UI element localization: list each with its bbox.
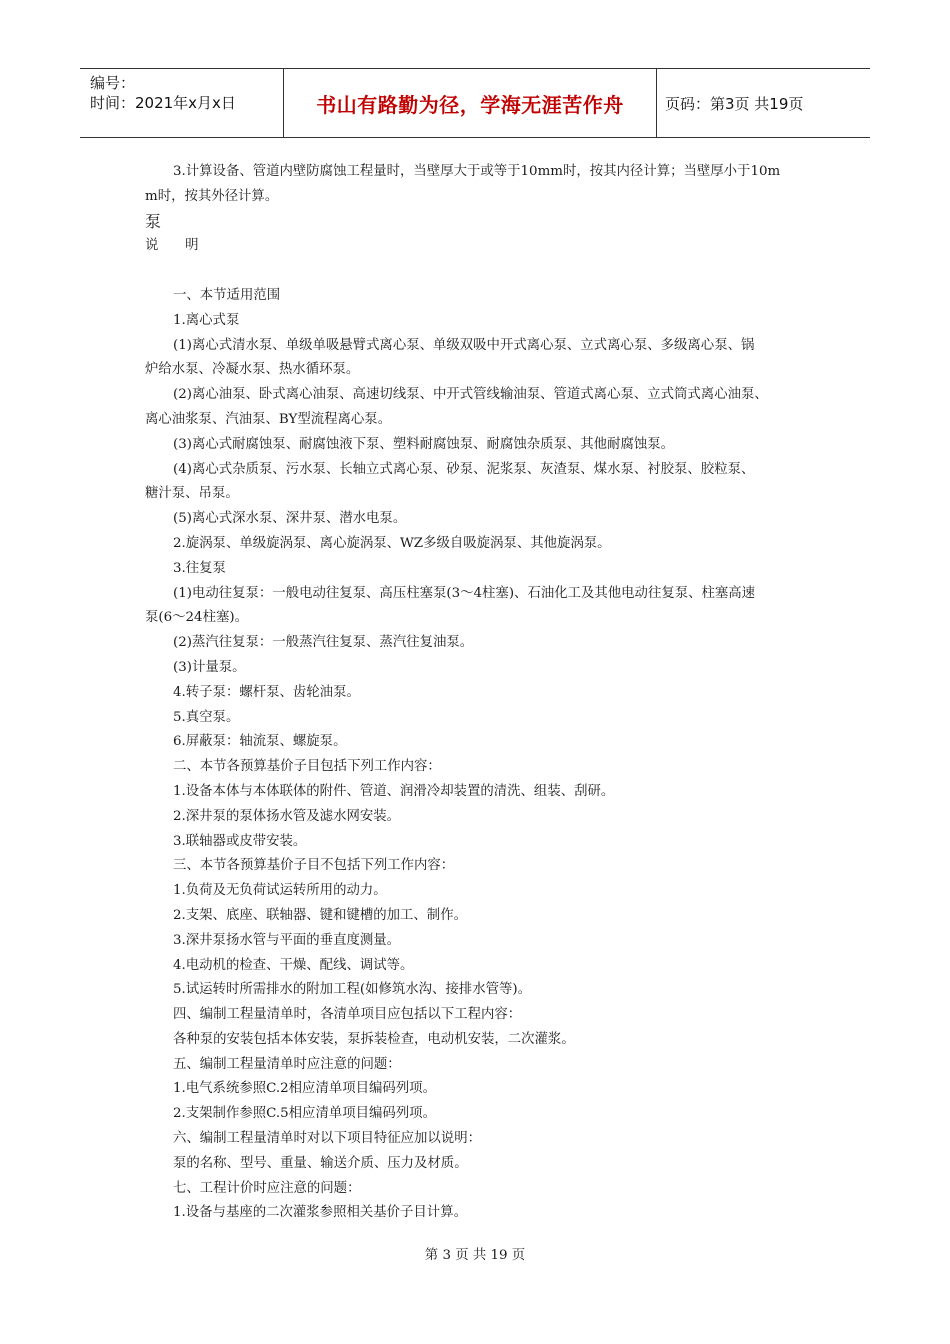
body-line: 6.屏蔽泵：轴流泵、螺旋泵。 — [173, 734, 347, 750]
body-line: 泵(6～24柱塞)。 — [145, 610, 248, 626]
body-line: 1.电气系统参照C.2相应清单项目编码列项。 — [173, 1081, 436, 1097]
body-line: 3.计算设备、管道内壁防腐蚀工程量时，当壁厚大于或等于10mm时，按其内径计算；当壁厚小于10m — [173, 164, 781, 179]
body-line: 五、编制工程量清单时应注意的问题： — [173, 1056, 401, 1072]
body-line: 5.试运转时所需排水的附加工程(如修筑水沟、接排水管等)。 — [173, 982, 531, 998]
body-line: (2)蒸汽往复泵：一般蒸汽往复泵、蒸汽往复油泵。 — [173, 635, 474, 651]
body-line: 一、本节适用范围 — [173, 287, 281, 303]
header-page-label: 页码：第3页 共19页 — [665, 94, 804, 113]
body-line: (2)离心油泵、卧式离心油泵、高速切线泵、中开式管线输油泵、管道式离心泵、立式筒式离心油泵、 — [173, 387, 768, 403]
body-line: 1.离心式泵 — [173, 312, 240, 328]
body-line: 各种泵的安装包括本体安装，泵拆装检查，电动机安装，二次灌浆。 — [173, 1031, 575, 1047]
body-line: 三、本节各预算基价子目不包括下列工作内容： — [173, 858, 455, 874]
body-line: (3)计量泵。 — [173, 659, 246, 675]
body-line: 4.电动机的检查、干燥、配线、调试等。 — [173, 957, 414, 973]
body-line: 离心油浆泵、汽油泵、BY型流程离心泵。 — [145, 411, 392, 427]
section-subtitle: 说 明 — [145, 238, 199, 254]
body-line: 二、本节各预算基价子目包括下列工作内容： — [173, 759, 441, 775]
header-motto: 书山有路勤为径，学海无涯苦作舟 — [283, 69, 657, 137]
header-table — [80, 68, 870, 138]
body-line: 4.转子泵：螺杆泵、齿轮油泵。 — [173, 684, 360, 700]
body-line: 3.深井泵扬水管与平面的垂直度测量。 — [173, 932, 401, 948]
body-line: 2.支架、底座、联轴器、键和键槽的加工、制作。 — [173, 907, 467, 923]
body-line: 七、工程计价时应注意的问题： — [173, 1180, 361, 1196]
body-line: 1.设备本体与本体联体的附件、管道、润滑冷却装置的清洗、组装、刮研。 — [173, 783, 615, 799]
body-line: 炉给水泵、冷凝水泵、热水循环泵。 — [145, 362, 360, 378]
time-label: 时间：2021年x月x日 — [90, 94, 236, 112]
body-line: (4)离心式杂质泵、污水泵、长轴立式离心泵、砂泵、泥浆泵、灰渣泵、煤水泵、衬胶泵、胶粒泵、 — [173, 461, 755, 477]
body-line: 四、编制工程量清单时，各清单项目应包括以下工程内容： — [173, 1007, 522, 1023]
body-line: 2.支架制作参照C.5相应清单项目编码列项。 — [173, 1106, 436, 1122]
body-line: 5.真空泵。 — [173, 709, 240, 725]
body-line: 3.联轴器或皮带安装。 — [173, 833, 307, 849]
body-line: (1)电动往复泵：一般电动往复泵、高压柱塞泵(3～4柱塞)、石油化工及其他电动往复泵、柱塞高速 — [173, 585, 756, 601]
body-line: (1)离心式清水泵、单级单吸悬臂式离心泵、单级双吸中开式离心泵、立式离心泵、多级离心泵、锅 — [173, 337, 755, 353]
body-line: 六、编制工程量清单时对以下项目特征应加以说明： — [173, 1131, 481, 1147]
body-line: 糖汁泵、吊泵。 — [145, 486, 239, 502]
body-line: 1.负荷及无负荷试运转所用的动力。 — [173, 883, 387, 899]
body-line: 1.设备与基座的二次灌浆参照相关基价子目计算。 — [173, 1205, 467, 1221]
blank-line — [145, 259, 815, 284]
body-line: m时，按其外径计算。 — [145, 188, 279, 204]
header-meta — [80, 69, 283, 137]
body-line: (5)离心式深水泵、深井泵、潜水电泵。 — [173, 511, 407, 527]
number-label: 编号： — [90, 74, 136, 92]
body-line: 泵的名称、型号、重量、输送介质、压力及材质。 — [173, 1155, 468, 1171]
body-line: 2.深井泵的泵体扬水管及滤水网安装。 — [173, 808, 401, 824]
document-body — [145, 160, 815, 1226]
section-title: 泵 — [145, 211, 162, 231]
body-line: 3.往复泵 — [173, 560, 226, 576]
body-line: 2.旋涡泵、单级旋涡泵、离心旋涡泵、WZ多级自吸旋涡泵、其他旋涡泵。 — [173, 535, 611, 551]
page-footer: 第 3 页 共 19 页 — [424, 1248, 526, 1263]
body-line: (3)离心式耐腐蚀泵、耐腐蚀液下泵、塑料耐腐蚀泵、耐腐蚀杂质泵、其他耐腐蚀泵。 — [173, 436, 675, 452]
